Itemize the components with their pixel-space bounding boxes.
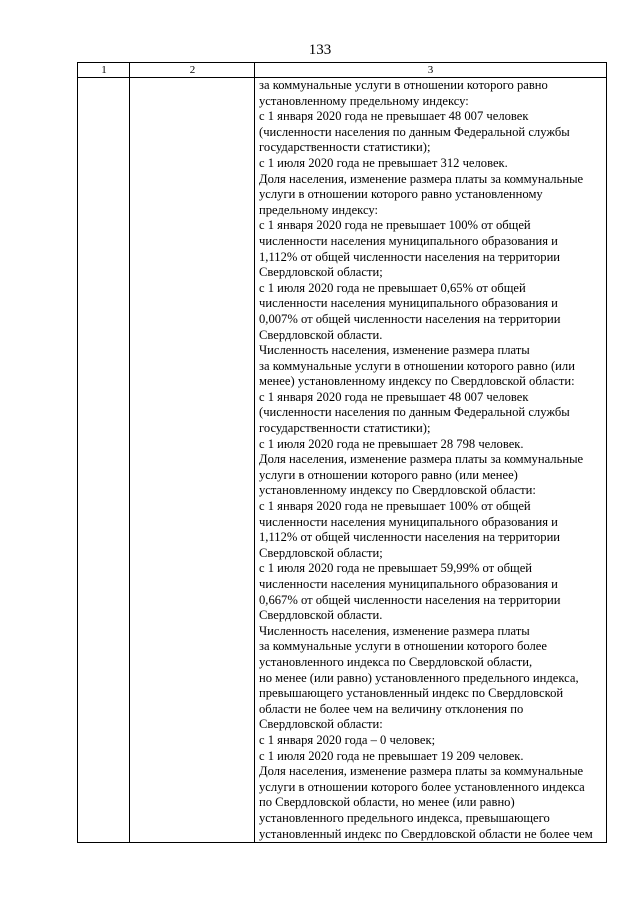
text-line: численности населения муниципального образования и (259, 233, 558, 248)
text-line: Численность населения, изменение размера платы (259, 343, 530, 358)
text-line: с 1 июля 2020 года не превышает 28 798 человек. (259, 436, 524, 451)
text-line: за коммунальные услуги в отношении которого равно (или (259, 358, 575, 373)
text-line: с 1 января 2020 года не превышает 48 007 человек (259, 109, 529, 124)
text-line: с 1 июля 2020 года не превышает 312 человек. (259, 155, 508, 170)
text-line: 0,007% от общей численности населения на территории (259, 311, 561, 326)
text-line: Численность населения, изменение размера платы (259, 623, 530, 638)
table-header-row (78, 63, 606, 78)
text-line: с 1 января 2020 года – 0 человек; (259, 732, 436, 747)
text-line: (численности населения по данным Федеральной службы (259, 405, 570, 420)
text-line: 1,112% от общей численности населения на территории (259, 530, 561, 545)
text-line: Свердловской области. (259, 608, 383, 623)
header-cell-3: 3 (427, 64, 434, 76)
text-line: государственности статистики); (259, 421, 431, 436)
text-line: области не более чем на величину отклонения по (259, 701, 524, 716)
text-line: превышающего установленный индекс по Свердловской (259, 686, 564, 701)
text-line: установленному предельному индексу: (259, 93, 469, 108)
text-line: услуги в отношении которого равно установленному (259, 187, 543, 202)
text-line: но менее (или равно) установленного предельного индекса, (259, 670, 579, 685)
text-line: с 1 января 2020 года не превышает 48 007 человек (259, 389, 529, 404)
text-line: государственности статистики); (259, 140, 431, 155)
text-line: с 1 июля 2020 года не превышает 59,99% от общей (259, 561, 533, 576)
text-line: с 1 января 2020 года не превышает 100% от общей (259, 499, 531, 514)
text-line: численности населения муниципального образования и (259, 514, 558, 529)
page-number: 133 (308, 42, 332, 58)
text-line: Свердловской области; (259, 265, 383, 280)
text-line: предельному индексу: (259, 202, 379, 217)
text-line: установленного индекса по Свердловской области, (259, 654, 533, 669)
text-line: по Свердловской области, но менее (или равно) (259, 795, 515, 810)
text-line: Доля населения, изменение размера платы за коммунальные (259, 452, 584, 467)
header-cell-1: 1 (101, 64, 107, 76)
text-line: Свердловской области; (259, 545, 383, 560)
text-line: Свердловской области: (259, 717, 383, 732)
text-line: 1,112% от общей численности населения на территории (259, 249, 561, 264)
text-line: установленный индекс по Свердловской области не более чем (259, 826, 593, 841)
text-line: Доля населения, изменение размера платы за коммунальные (259, 764, 584, 779)
text-line: Доля населения, изменение размера платы за коммунальные (259, 171, 584, 186)
text-line: установленного предельного индекса, превышающего (259, 810, 550, 825)
text-line: за коммунальные услуги в отношении которого равно (259, 78, 548, 92)
column-divider-2 (254, 63, 255, 842)
header-cell-2: 2 (189, 64, 196, 76)
text-line: численности населения муниципального образования и (259, 296, 558, 311)
text-line: численности населения муниципального образования и (259, 577, 558, 591)
text-line: Свердловской области. (259, 327, 383, 342)
text-line: с 1 июля 2020 года не превышает 0,65% от общей (259, 280, 526, 295)
text-line: (численности населения по данным Федеральной службы (259, 124, 570, 139)
text-line: менее) установленному индексу по Свердловской области: (259, 374, 575, 389)
text-line: за коммунальные услуги в отношении которого более (259, 639, 547, 654)
text-line: услуги в отношении которого более установленного индекса (259, 779, 585, 794)
text-line: 0,667% от общей численности населения на территории (259, 592, 561, 607)
text-line: с 1 января 2020 года не превышает 100% от общей (259, 218, 531, 233)
text-line: услуги в отношении которого равно (или менее) (259, 467, 518, 482)
text-line: с 1 июля 2020 года не превышает 19 209 человек. (259, 748, 524, 763)
column-divider-1 (129, 63, 130, 842)
column-3-text (259, 78, 605, 842)
document-table (77, 62, 607, 843)
text-line: установленному индексу по Свердловской области: (259, 483, 536, 498)
